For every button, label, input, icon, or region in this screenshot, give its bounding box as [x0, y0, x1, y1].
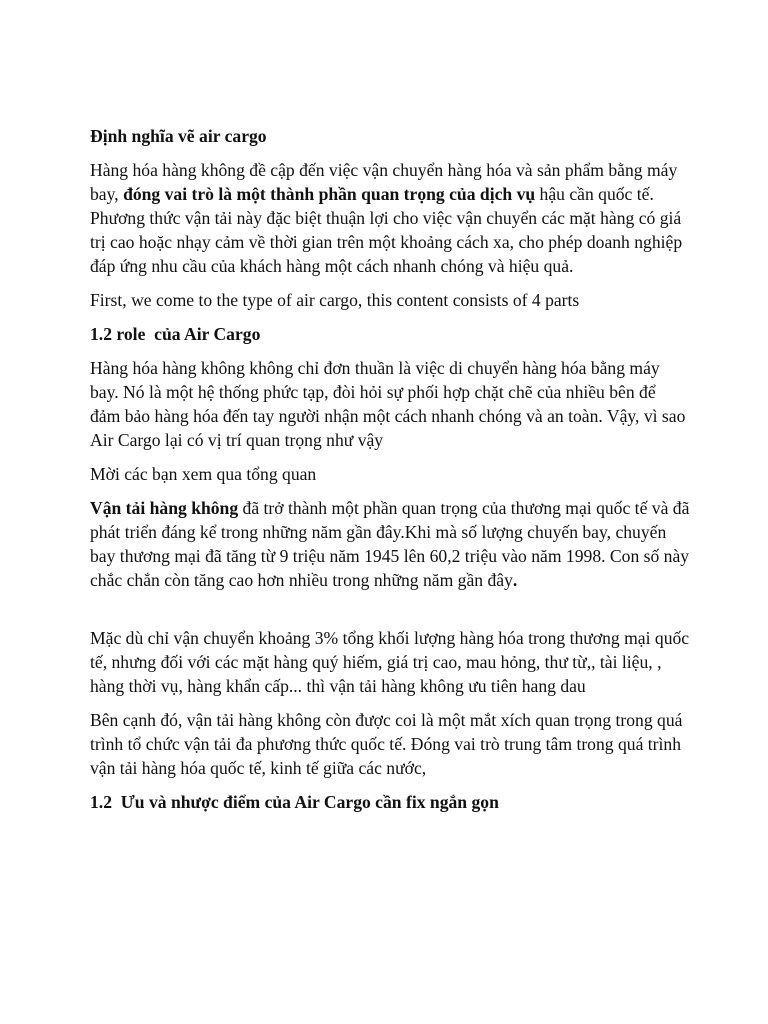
heading-pros-cons: 1.2 Ưu và nhược điểm của Air Cargo cần fix ngắn gọn: [90, 792, 499, 812]
paragraph-definition-bold: đóng vai trò là một thành phần quan trọng của dịch vụ: [123, 184, 536, 204]
heading-definition: Định nghĩa vẽ air cargo: [90, 126, 267, 146]
paragraph-air-transport-bold: Vận tải hàng không: [90, 498, 239, 518]
paragraph-air-transport-text: đã trở thành một phần quan trọng của thương mại quốc tế và đã phát triển đáng kể trong những năm gần đây.Khi mà số lượng chuyến bay, chuyến bay thương mại đã tăng từ 9 triệu năm 1945 lên 60,2 triệu vào năm 1998. Con số này chắc chắn còn tăng cao hơn nhiều trong những năm gần đây: [90, 498, 690, 590]
paragraph-definition: [90, 158, 690, 278]
blank-line: [90, 602, 690, 626]
document-body: [90, 124, 690, 824]
paragraph-air-transport-period: .: [512, 570, 518, 590]
paragraph-role: Hàng hóa hàng không không chỉ đơn thuần là việc di chuyển hàng hóa bằng máy bay. Nó là một hệ thống phức tạp, đòi hỏi sự phối hợp chặt chẽ của nhiều bên để đảm bảo hàng hóa đến tay người nhận một cách nhanh chóng và an toàn. Vậy, vì sao Air Cargo lại có vị trí quan trọng như vậy: [90, 358, 686, 450]
paragraph-multimodal: Bên cạnh đó, vận tải hàng không còn được coi là một mắt xích quan trọng trong quá trình tổ chức vận tải đa phương thức quốc tế. Đóng vai trò trung tâm trong quá trình vận tải hàng hóa quốc tế, kinh tế giữa các nước,: [90, 710, 683, 778]
heading-role: 1.2 role của Air Cargo: [90, 324, 261, 344]
paragraph-intro-types: First, we come to the type of air cargo, this content consists of 4 parts: [90, 290, 580, 310]
paragraph-definition-text-1: Hàng hóa hàng không đề cập đến việc vận chuyển hàng hóa và sản phẩm bằng máy bay,: [90, 160, 678, 204]
paragraph-share: Mặc dù chỉ vận chuyển khoảng 3% tổng khối lượng hàng hóa trong thương mại quốc tế, nhưng đối với các mặt hàng quý hiếm, giá trị cao, mau hỏng, thư từ,, tài liệu, , hàng thời vụ, hàng khẩn cấp... thì vận tải hàng không ưu tiên hang dau: [90, 628, 690, 696]
paragraph-air-transport: [90, 496, 690, 592]
paragraph-overview: Mời các bạn xem qua tổng quan: [90, 464, 317, 484]
paragraph-definition-text-2: hậu cần quốc tế. Phương thức vận tải này đặc biệt thuận lợi cho việc vận chuyển các mặt hàng có giá trị cao hoặc nhạy cảm về thời gian trên một khoảng cách xa, cho phép doanh nghiệp đáp ứng nhu cầu của khách hàng một cách nhanh chóng và hiệu quả.: [90, 184, 683, 276]
